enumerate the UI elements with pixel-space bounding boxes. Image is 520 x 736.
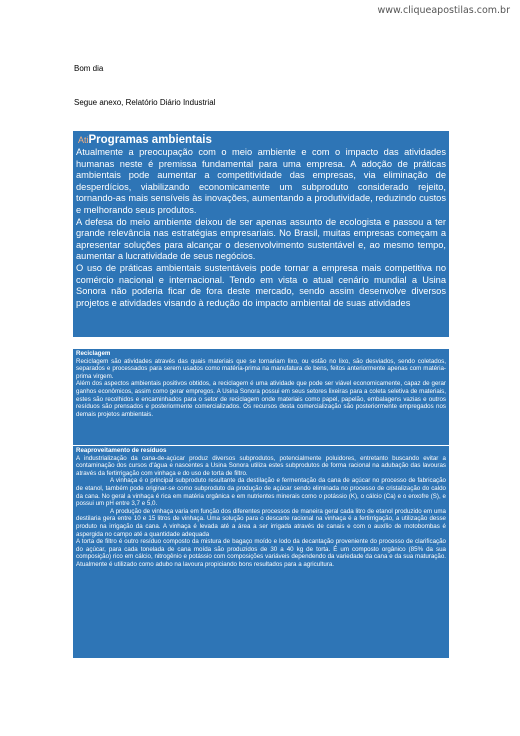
intro-text: Segue anexo, Relatório Diário Industrial xyxy=(74,98,216,107)
paragraph: A defesa do meio ambiente deixou de ser apenas assunto de ecologista e passou a ter grande relevância nas estratégias empresariais. No Brasil, muitas empresas começam a apresentar soluções para alcançar o desenvolvimento sustentável e, ao mesmo tempo, aumentar a lucratividade de seus negócios. xyxy=(76,216,446,262)
programas-ambientais-section xyxy=(73,131,449,337)
site-watermark: www.cliqueapostilas.com.br xyxy=(377,5,510,16)
paragraph: O uso de práticas ambientais sustentáveis pode tornar a empresa mais competitiva no comércio nacional e internacional. Tendo em vista o atual cenário mundial a Usina Sonora não poderia ficar de fora deste mercado, sendo assim desenvolve diversos projetos e atividades visando à redução do impacto ambiental de suas atividades xyxy=(76,262,446,308)
section-title xyxy=(76,133,446,147)
section-title: Reciclagem xyxy=(76,350,111,357)
programas-title: Programas ambientais xyxy=(88,134,212,146)
paragraph: Atualmente a preocupação com o meio ambiente e com o impacto das atividades humanas neste é premissa fundamental para uma empresa. A adoção de práticas ambientais pode aumentar a competitividade das empresas, via eliminação de desperdícios, viabilizando economicamente um subproduto considerado rejeito, tornando-as mais sensíveis às inovações, aumentando a produtividade, reduzindo custos e melhorando seus produtos. xyxy=(76,147,446,215)
paragraph: A torta de filtro é outro resíduo composto da mistura de bagaço moído e lodo da decantação proveniente do processo de clarificação do açúcar, para cada tonelada de cana moída são produzidos de 30 a 40 kg de torta. É um composto orgânico (85% da sua composição) rico em cálcio, nitrogênio e potássio com composições variáveis dependendo da variedade da cana e da sua maturação. Atualmente é utilizado como adubo na lavoura propiciando bons resultados para a agricultura. xyxy=(76,538,446,568)
paragraph: Reciclagem são atividades através das quais materiais que se tornariam lixo, ou estão no lixo, são desviados, sendo coletados, separados e processados para serem usados como matéria-prima na manufatura de bens, feitos anteriormente apenas com matéria-prima virgem. xyxy=(76,357,446,380)
greeting-text: Bom dia xyxy=(74,64,104,73)
paragraph: Além dos aspectos ambientais positivos obtidos, a reciclagem é uma atividade que pode ser viável economicamente, capaz de gerar ganhos econômicos, assim como gerar empregos. A Usina Sonora possui em seus setores lixeiras para a coleta seletiva de materiais, estes são recolhidos e encaminhados para o setor de reciclagem onde materiais como papel, papelão, embalagens vazias e outros resíduos são prensados e posteriormente comercializados. Os recursos desta comercialização são posteriormente empregados nos demais projetos ambientais. xyxy=(76,380,446,418)
paragraph: A vinhaça é o principal subproduto resultante da destilação e fermentação da cana de açúcar no processo de fabricação de etanol, também pode originar-se como subproduto da produção de açúcar sendo eliminada no processo de cristalização do caldo da cana. No geral a vinhaça é rica em matéria orgânica e em nutrientes minerais como o potássio (K), o cálcio (Ca) e o enxofre (S), e possui um pH entre 3,7 e 5,0. xyxy=(76,477,446,508)
reaproveitamento-section xyxy=(73,446,449,658)
section-title: Reaproveitamento de resíduos xyxy=(76,447,167,454)
section-marker: Ati xyxy=(78,135,89,145)
paragraph: A produção de vinhaça varia em função dos diferentes processos de maneira geral cada litro de etanol produzido em uma destilaria gera entre 10 e 15 litros de vinhaça. Uma solução para o descarte racional na vinhaça é a fertirrigação, a utilização desse produto na irrigação da cana. A vinhaça é levada até a área a ser irrigada através de canais e com o auxílio de motobombas é aspergida no campo até a quantidade adequada xyxy=(76,507,446,538)
reciclagem-section xyxy=(73,349,449,445)
paragraph: A industrialização da cana-de-açúcar produz diversos subprodutos, potencialmente poluidores, entretanto buscando evitar a contaminação dos cursos d'água e nascentes a Usina Sonora utiliza estes subprodutos de forma racional na adubação das lavouras através da fertirrigação com vinhaça e do uso de torta de filtro. xyxy=(76,454,446,477)
